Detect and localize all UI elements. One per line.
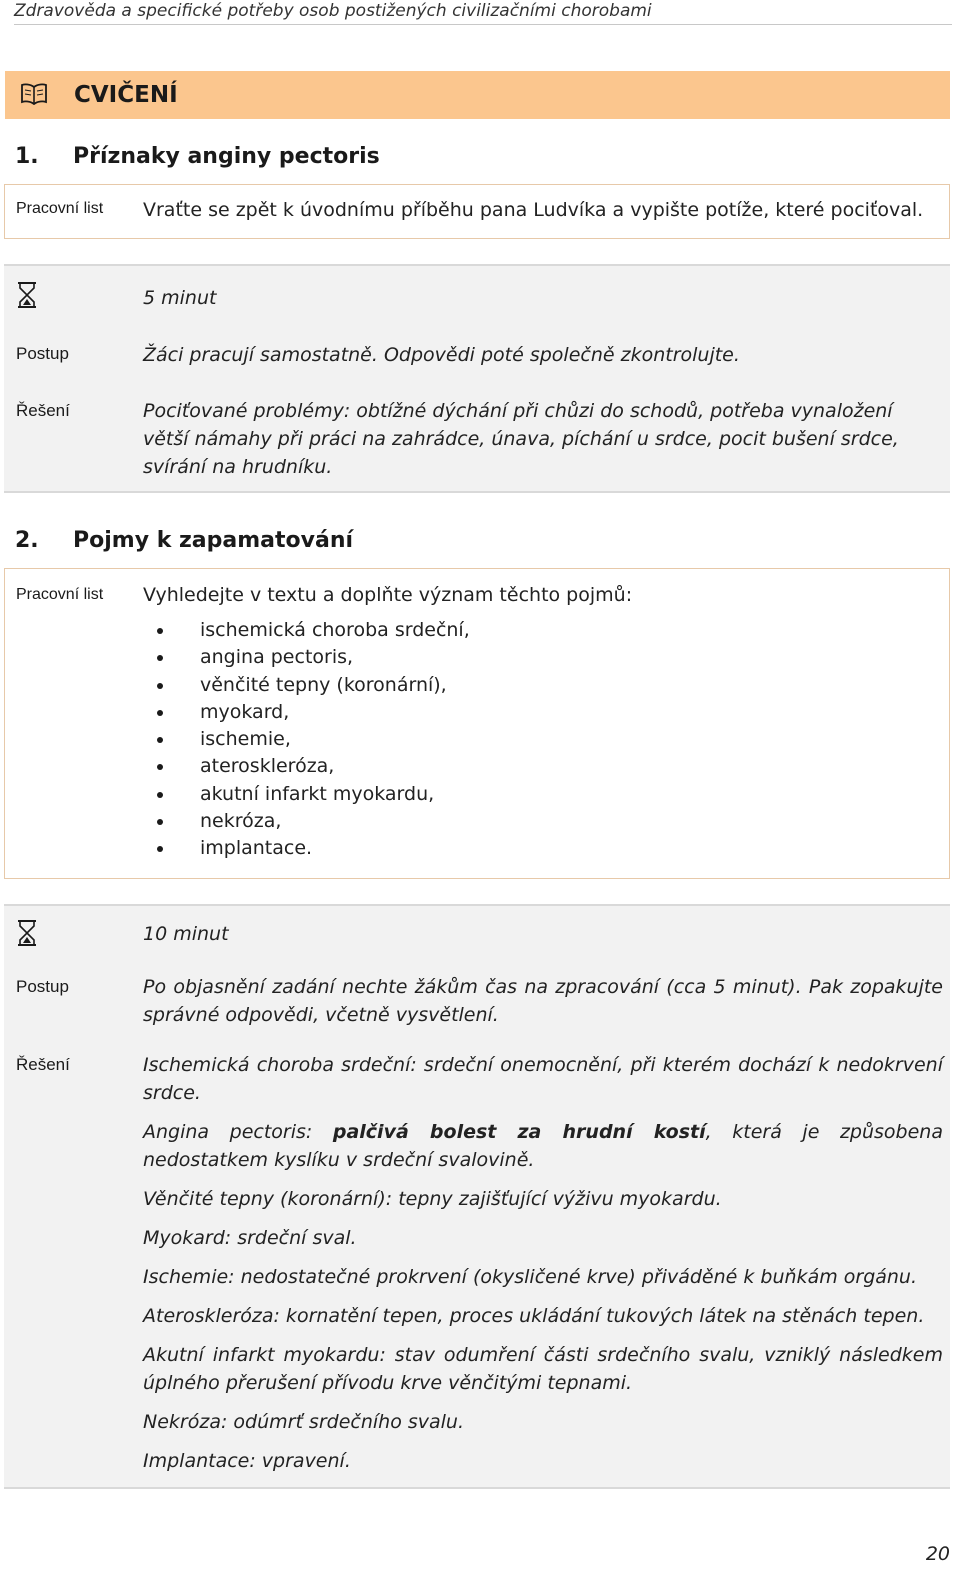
- list-item: angina pectoris,: [145, 644, 470, 671]
- exercise-1-number: 1.: [15, 144, 39, 169]
- solution-emphasis: palčivá bolest za hrudní kostí: [332, 1121, 706, 1143]
- procedure-label: Postup: [16, 344, 69, 363]
- list-item: akutní infarkt myokardu,: [145, 781, 470, 808]
- list-item: věnčité tepny (koronární),: [145, 672, 470, 699]
- solution-item: [143, 1118, 943, 1174]
- exercise-1-heading: [15, 142, 380, 172]
- time-text: 10 minut: [143, 923, 229, 945]
- section-title: CVIČENÍ: [74, 82, 178, 108]
- hourglass-icon: [16, 919, 38, 947]
- solution-item: Ateroskleróza: kornatění tepen, proces ukládání tukových látek na stěnách tepen.: [143, 1305, 925, 1327]
- list-item: myokard,: [145, 699, 470, 726]
- solution-item: Akutní infarkt myokardu: stav odumření části srdečního svalu, vzniklý následkem úplného přerušení přívodu krve věnčitými tepnami.: [143, 1344, 943, 1394]
- worksheet-text: Vraťte se zpět k úvodnímu příběhu pana Ludvíka a vypište potíže, které pociťoval.: [143, 199, 924, 221]
- exercise-1-teacher-panel: [4, 264, 950, 493]
- procedure-text: Žáci pracují samostatně. Odpovědi poté společně zkontrolujte.: [143, 344, 740, 366]
- solution-term: Angina pectoris:: [143, 1121, 333, 1143]
- exercise-2-heading: [15, 526, 353, 556]
- exercise-2-title: Pojmy k zapamatování: [73, 528, 354, 553]
- solution-item: Implantace: vpravení.: [143, 1450, 351, 1472]
- exercise-2-teacher-panel: [4, 904, 950, 1489]
- solution-label: Řešení: [16, 401, 70, 420]
- solution-item: Ischemická choroba srdeční: srdeční onemocnění, při kterém dochází k nedokrvení srdce.: [143, 1054, 943, 1104]
- list-item: ateroskleróza,: [145, 753, 470, 780]
- worksheet-label: Pracovní list: [16, 200, 104, 217]
- open-book-icon: [21, 83, 47, 105]
- hourglass-icon: [16, 281, 38, 309]
- page-number: 20: [925, 1543, 950, 1565]
- procedure-label: Postup: [16, 977, 69, 996]
- solution-item: Ischemie: nedostatečné prokrvení (okysličené krve) přiváděné k buňkám orgánu.: [143, 1266, 918, 1288]
- list-item: nekróza,: [145, 808, 470, 835]
- exercise-2-worksheet-box: [4, 568, 950, 879]
- solution-item: Nekróza: odúmrť srdečního svalu.: [143, 1411, 465, 1433]
- running-header: Zdravověda a specifické potřeby osob postižených civilizačními chorobami: [14, 0, 952, 25]
- worksheet-text: Vyhledejte v textu a doplňte význam těchto pojmů:: [143, 584, 633, 606]
- exercise-1-title: Příznaky anginy pectoris: [73, 144, 380, 169]
- list-item: ischemická choroba srdeční,: [145, 617, 470, 644]
- exercise-1-worksheet-box: [4, 184, 950, 239]
- list-item: implantace.: [145, 835, 470, 862]
- solution-label: Řešení: [16, 1055, 70, 1074]
- solution-item: Myokard: srdeční sval.: [143, 1227, 357, 1249]
- terms-list: [145, 617, 470, 863]
- solution-list: [143, 1051, 943, 1486]
- list-item: ischemie,: [145, 726, 470, 753]
- time-text: 5 minut: [143, 287, 217, 309]
- worksheet-label: Pracovní list: [16, 586, 104, 603]
- section-band: [5, 71, 950, 119]
- solution-item: Věnčité tepny (koronární): tepny zajišťující výživu myokardu.: [143, 1188, 722, 1210]
- exercise-2-number: 2.: [15, 528, 39, 553]
- procedure-text: Po objasnění zadání nechte žákům čas na zpracování (cca 5 minut). Pak zopakujte správné odpovědi, včetně vysvětlení.: [143, 976, 943, 1026]
- solution-rest: , která je způsobena nedostatkem kyslíku v srdeční svalovině.: [143, 1121, 943, 1171]
- solution-text: Pociťované problémy: obtížné dýchání při chůzi do schodů, potřeba vynaložení větší námahy při práci na zahrádce, únava, píchání u srdce, pocit bušení srdce, svírání na hrudníku.: [143, 400, 899, 478]
